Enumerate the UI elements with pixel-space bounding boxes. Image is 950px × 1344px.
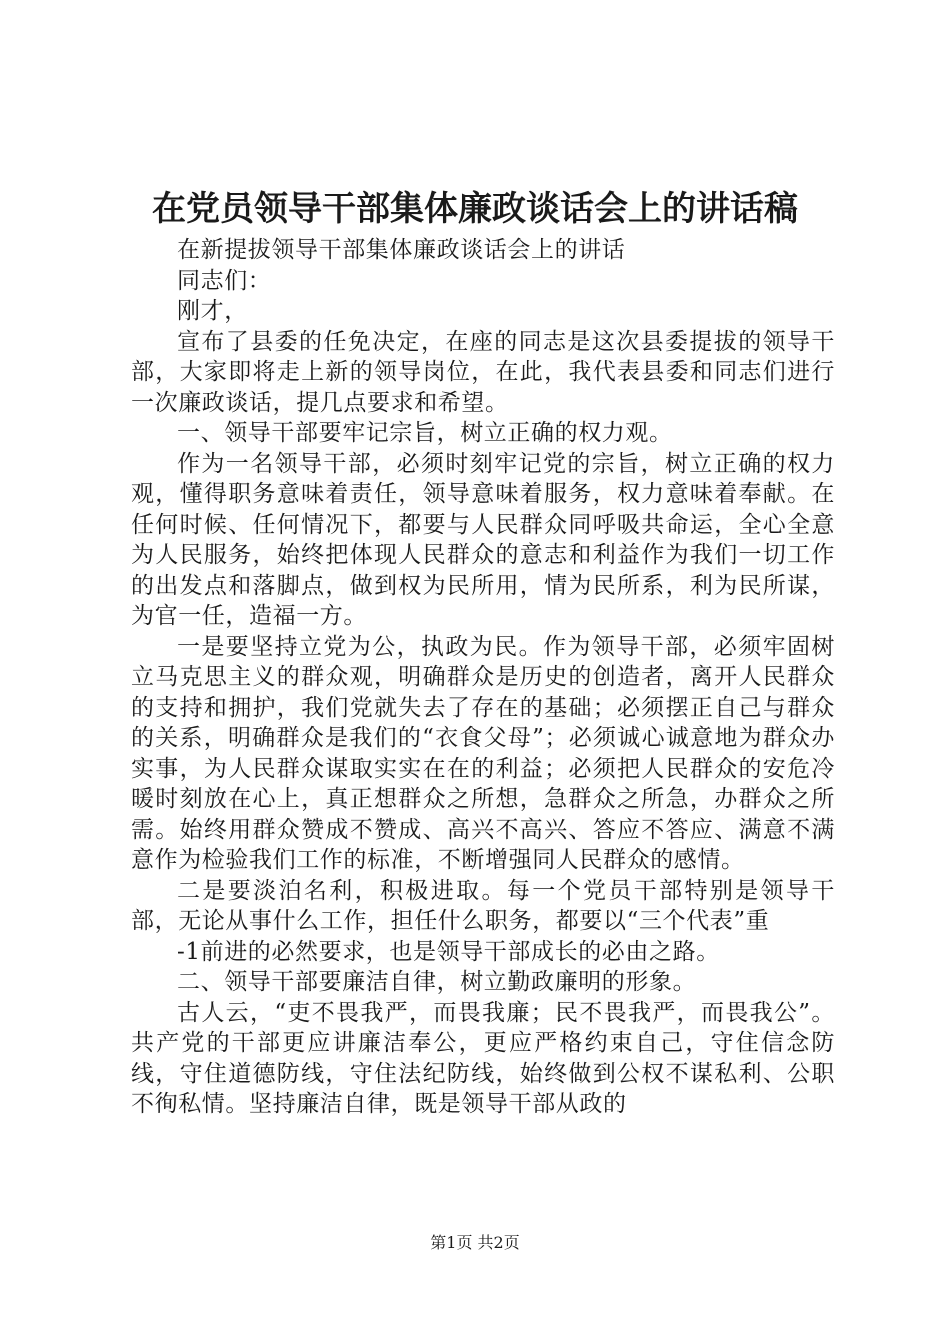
document-title: 在党员领导干部集体廉政谈话会上的讲话稿 [152, 189, 798, 229]
body-paragraph: 一是要坚持立党为公，执政为民。作为领导干部，必须牢固树立马克思主义的群众观，明确群众是历史的创造者，离开人民群众的支持和拥护，我们党就失去了存在的基础；必须摆正自己与群众的关系，明确群众是我们的“衣食父母”；必须诚心诚意地为群众办实事，为人民群众谋取实实在在的利益；必须把人民群众的安危冷暖时刻放在心上，真正想群众之所想，急群众之所急，办群众之所需。始终用群众赞成不赞成、高兴不高兴、答应不答应、满意不满意作为检验我们工作的标准，不断增强同人民群众的感情。 [131, 633, 835, 873]
body-paragraph: 作为一名领导干部，必须时刻牢记党的宗旨，树立正确的权力观，懂得职务意味着责任，领导意味着服务，权力意味着奉献。在任何时候、任何情况下，都要与人民群众同呼吸共命运，全心全意为人民服务，始终把体现人民群众的意志和利益作为我们一切工作的出发点和落脚点，做到权为民所用，情为民所系，利为民所谋，为官一任，造福一方。 [131, 450, 835, 629]
section-heading: 二、领导干部要廉洁自律，树立勤政廉明的形象。 [177, 969, 697, 995]
page-number-footer: 第1页 共2页 [430, 1233, 520, 1252]
document-body [131, 235, 835, 1120]
body-paragraph: 宣布了县委的任免决定，在座的同志是这次县委提拔的领导干部，大家即将走上新的领导岗位，在此，我代表县委和同志们进行一次廉政谈话，提几点要求和希望。 [131, 328, 835, 416]
body-paragraph: -1前进的必然要求，也是领导干部成长的必由之路。 [177, 938, 720, 965]
section-heading: 一、领导干部要牢记宗旨，树立正确的权力观。 [177, 420, 673, 446]
body-paragraph: 古人云，“吏不畏我严，而畏我廉；民不畏我严，而畏我公”。共产党的干部更应讲廉洁奉公，更应严格约束自己，守住信念防线，守住道德防线，守住法纪防线，始终做到公权不谋私利、公职不徇私情。坚持廉洁自律，既是领导干部从政的 [131, 999, 835, 1117]
body-paragraph: 刚才， [177, 298, 248, 324]
body-paragraph: 二是要淡泊名利，积极进取。每一个党员干部特别是领导干部，无论从事什么工作，担任什么职务，都要以“三个代表”重 [131, 877, 835, 934]
body-paragraph: 在新提拔领导干部集体廉政谈话会上的讲话 [177, 237, 626, 263]
body-paragraph: 同志们： [177, 267, 272, 294]
